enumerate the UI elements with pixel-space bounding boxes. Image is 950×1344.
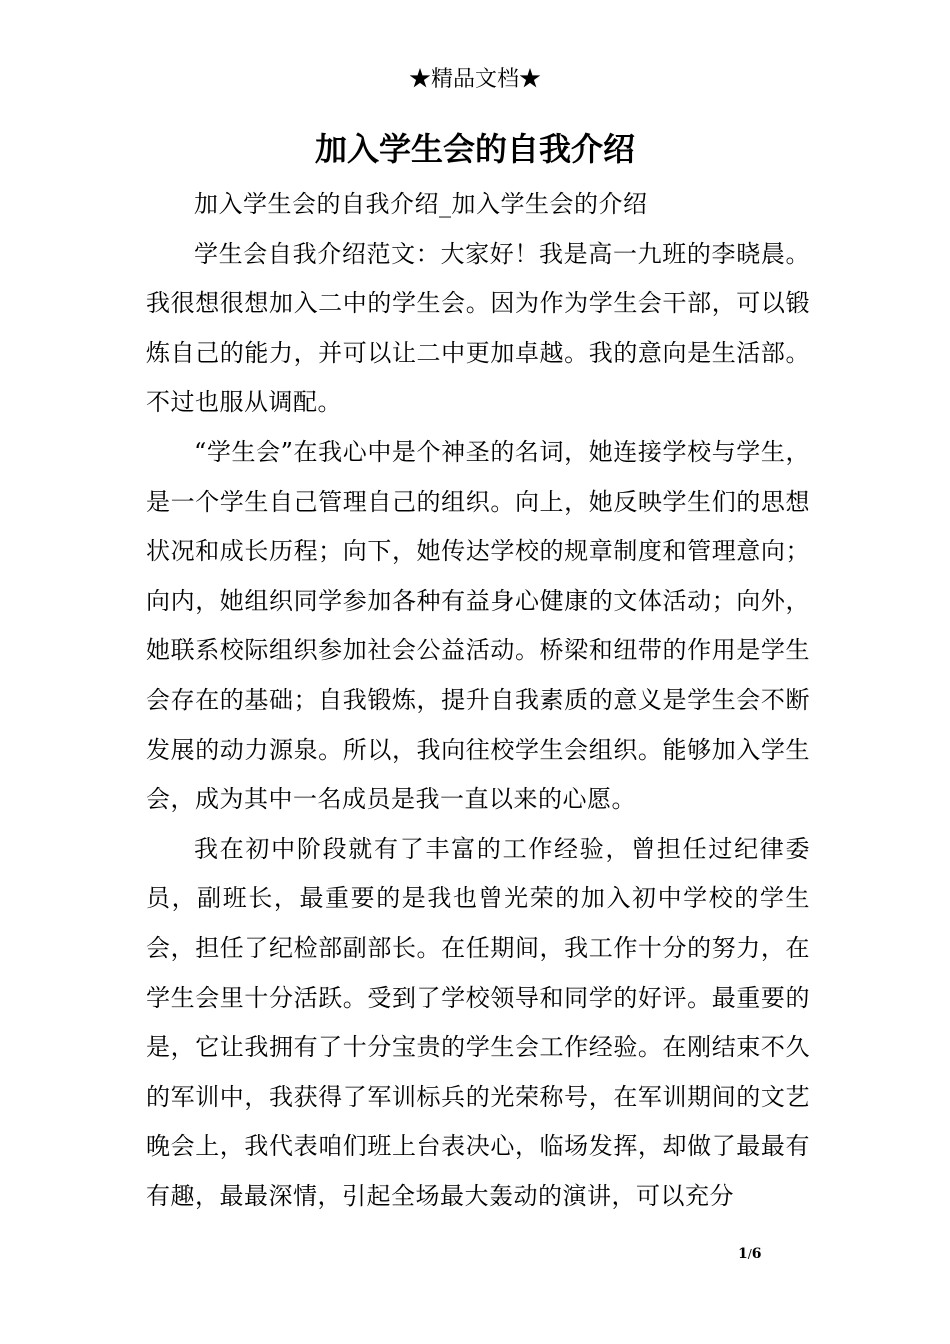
body-paragraph: 学生会自我介绍范文：大家好！我是高一九班的李晓晨。我很想很想加入二中的学生会。因为作为学生会干部，可以锻炼自己的能力，并可以让二中更加卓越。我的意向是生活部。不过也服从调配。 (146, 239, 810, 417)
document-body (146, 180, 810, 1221)
page-total: 6 (751, 1246, 762, 1262)
body-paragraph: “学生会”在我心中是个神圣的名词，她连接学校与学生，是一个学生自己管理自己的组织。向上，她反映学生们的思想状况和成长历程；向下，她传达学校的规章制度和管理意向；向内，她组织同学参加各种有益身心健康的文体活动；向外，她联系校际组织参加社会公益活动。桥梁和纽带的作用是学生会存在的基础；自我锻炼，提升自我素质的意义是学生会不断发展的动力源泉。所以，我向往校学生会组织。能够加入学生会，成为其中一名成员是我一直以来的心愿。 (146, 437, 810, 814)
page-number (738, 1245, 798, 1263)
page-current: 1 (738, 1246, 748, 1262)
page-separator: / (747, 1247, 752, 1261)
body-paragraph: 我在初中阶段就有了丰富的工作经验，曾担任过纪律委员，副班长，最重要的是我也曾光荣的加入初中学校的学生会，担任了纪检部副部长。在任期间，我工作十分的努力，在学生会里十分活跃。受到了学校领导和同学的好评。最重要的是，它让我拥有了十分宝贵的学生会工作经验。在刚结束不久的军训中，我获得了军训标兵的光荣称号，在军训期间的文艺晚会上，我代表咱们班上台表决心，临场发挥，却做了最最有有趣，最最深情，引起全场最大轰动的演讲，可以充分 (146, 834, 810, 1210)
page-header: ★精品文档★ (408, 67, 541, 92)
document-title: 加入学生会的自我介绍 (314, 130, 635, 168)
subtitle-paragraph: 加入学生会的自我介绍_加入学生会的介绍 (194, 190, 648, 218)
